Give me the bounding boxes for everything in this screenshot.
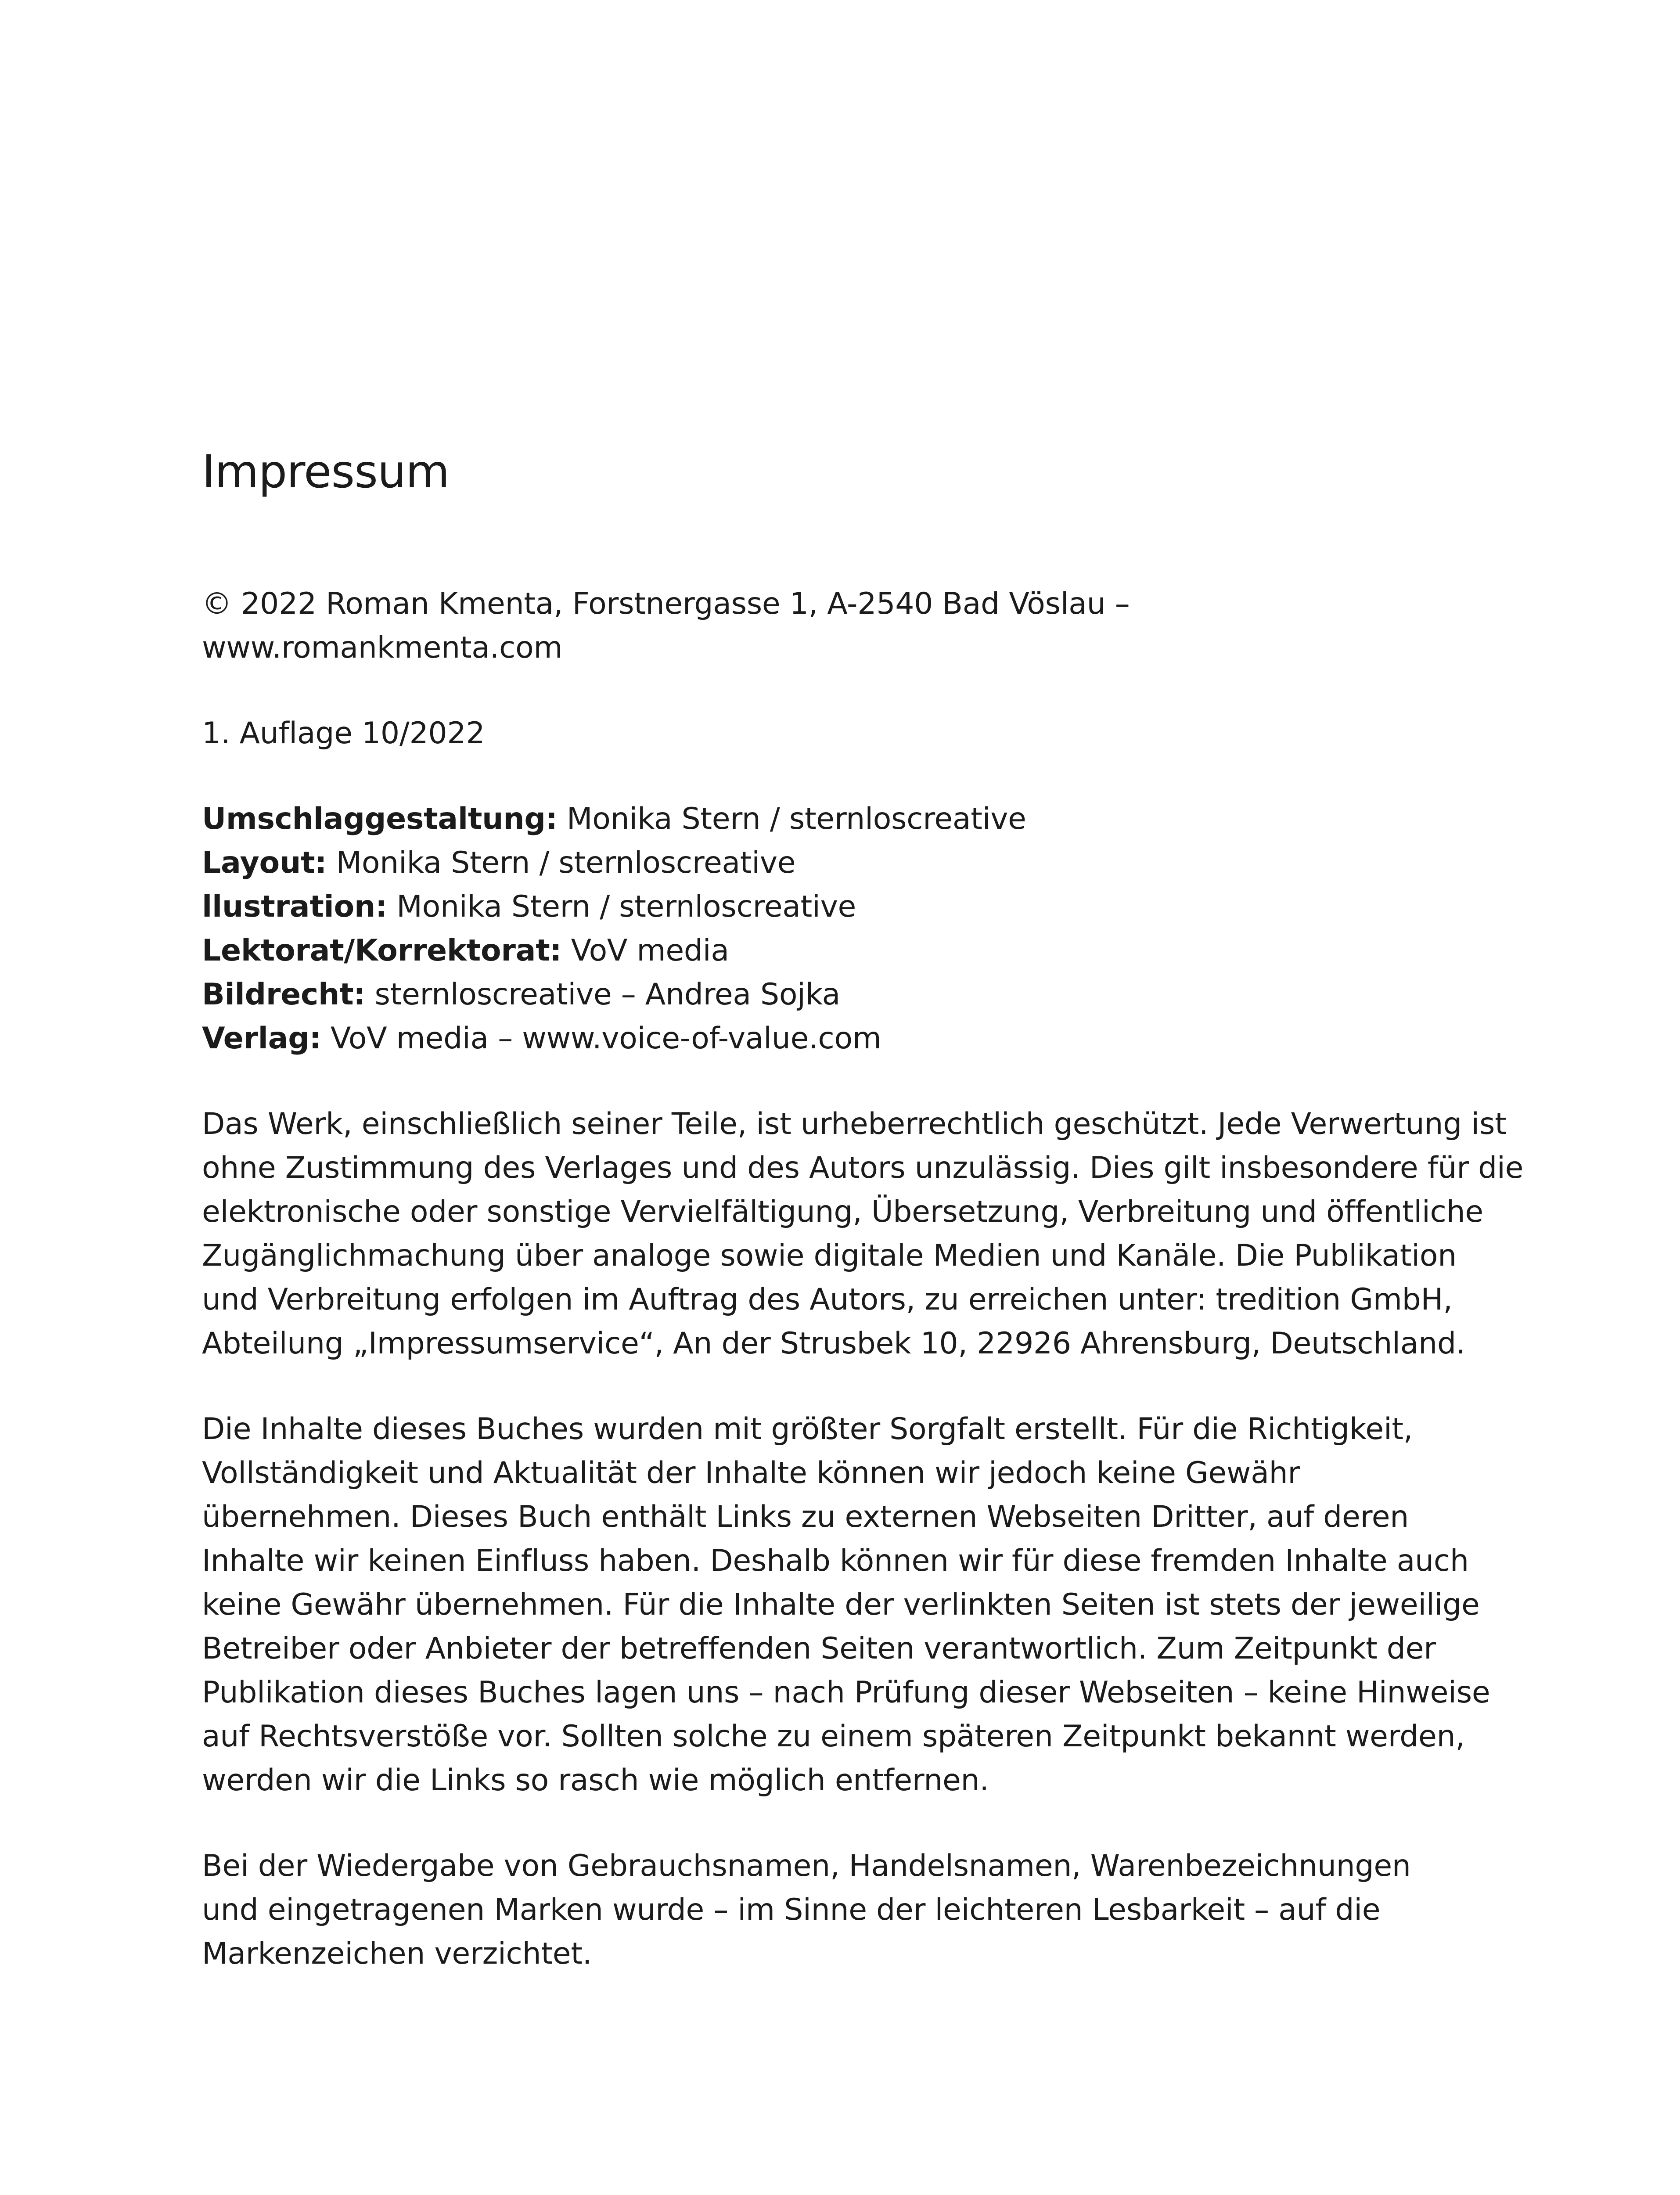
paragraph-line: Vollständigkeit und Aktualität der Inhalte können wir jedoch keine Gewähr bbox=[202, 1456, 1300, 1490]
credit-line bbox=[202, 929, 1497, 973]
credit-label: Umschlaggestaltung: bbox=[202, 802, 558, 836]
paragraph-line: werden wir die Links so rasch wie möglich entfernen. bbox=[202, 1763, 989, 1798]
paragraph-line: Markenzeichen verzichtet. bbox=[202, 1936, 592, 1971]
credit-value: VoV media bbox=[561, 933, 729, 968]
website-line: www.romankmenta.com bbox=[202, 630, 563, 665]
copyright-notice-paragraph bbox=[202, 1102, 1524, 1366]
paragraph-line: Das Werk, einschließlich seiner Teile, ist urheberrechtlich geschützt. Jede Verwertung ist bbox=[202, 1107, 1507, 1141]
credit-label: Bildrecht: bbox=[202, 977, 366, 1012]
paragraph-line: keine Gewähr übernehmen. Für die Inhalte der verlinkten Seiten ist stets der jeweilige bbox=[202, 1587, 1480, 1622]
paragraph-line: und Verbreitung erfolgen im Auftrag des Autors, zu erreichen unter: tredition GmbH, bbox=[202, 1282, 1453, 1317]
paragraph-line: ohne Zustimmung des Verlages und des Autors unzulässig. Dies gilt insbesondere für die bbox=[202, 1151, 1524, 1185]
credit-line bbox=[202, 973, 1497, 1017]
paragraph-line: elektronische oder sonstige Vervielfältigung, Übersetzung, Verbreitung und öffentliche bbox=[202, 1195, 1483, 1229]
credit-label: Lektorat/Korrektorat: bbox=[202, 933, 562, 968]
credit-value: Monika Stern / sternloscreative bbox=[387, 889, 856, 924]
paragraph-line: Publikation dieses Buches lagen uns – nach Prüfung dieser Webseiten – keine Hinweise bbox=[202, 1675, 1490, 1710]
impressum-page bbox=[202, 443, 1524, 2018]
credits-block bbox=[202, 797, 1497, 1061]
paragraph-line: Die Inhalte dieses Buches wurden mit größter Sorgfalt erstellt. Für die Richtigkeit, bbox=[202, 1412, 1413, 1447]
credit-label: Layout: bbox=[202, 846, 327, 880]
paragraph-line: Betreiber oder Anbieter der betreffenden Seiten verantwortlich. Zum Zeitpunkt der bbox=[202, 1631, 1436, 1666]
credit-label: Verlag: bbox=[202, 1021, 321, 1056]
paragraph-line: Bei der Wiedergabe von Gebrauchsnamen, Handelsnamen, Warenbezeichnungen bbox=[202, 1849, 1411, 1883]
copyright-block bbox=[202, 582, 1497, 670]
paragraph-line: Inhalte wir keinen Einfluss haben. Deshalb können wir für diese fremden Inhalte auch bbox=[202, 1544, 1469, 1578]
paragraph-line: und eingetragenen Marken wurde – im Sinne der leichteren Lesbarkeit – auf die bbox=[202, 1893, 1381, 1927]
credit-line bbox=[202, 797, 1497, 841]
credit-value: VoV media – www.voice-of-value.com bbox=[321, 1021, 881, 1056]
disclaimer-paragraph bbox=[202, 1407, 1497, 1803]
page-title: Impressum bbox=[202, 446, 450, 498]
credit-line bbox=[202, 841, 1497, 885]
credit-line bbox=[202, 1017, 1497, 1061]
trademark-paragraph bbox=[202, 1844, 1497, 1976]
credit-line bbox=[202, 885, 1497, 929]
paragraph-line: Zugänglichmachung über analoge sowie digitale Medien und Kanäle. Die Publikation bbox=[202, 1238, 1457, 1273]
edition-line: 1. Auflage 10/2022 bbox=[202, 716, 485, 751]
credit-value: Monika Stern / sternloscreative bbox=[327, 846, 796, 880]
credit-label: llustration: bbox=[202, 889, 387, 924]
paragraph-line: übernehmen. Dieses Buch enthält Links zu externen Webseiten Dritter, auf deren bbox=[202, 1500, 1409, 1534]
edition-block bbox=[202, 712, 1497, 756]
credit-value: Monika Stern / sternloscreative bbox=[557, 802, 1026, 836]
credit-value: sternloscreative – Andrea Sojka bbox=[365, 977, 841, 1012]
paragraph-line: auf Rechtsverstöße vor. Sollten solche zu einem späteren Zeitpunkt bekannt werden, bbox=[202, 1719, 1465, 1754]
copyright-line: © 2022 Roman Kmenta, Forstnergasse 1, A-2540 Bad Vöslau – bbox=[202, 587, 1130, 621]
paragraph-line: Abteilung „Impressumservice“, An der Strusbek 10, 22926 Ahrensburg, Deutschland. bbox=[202, 1326, 1466, 1361]
